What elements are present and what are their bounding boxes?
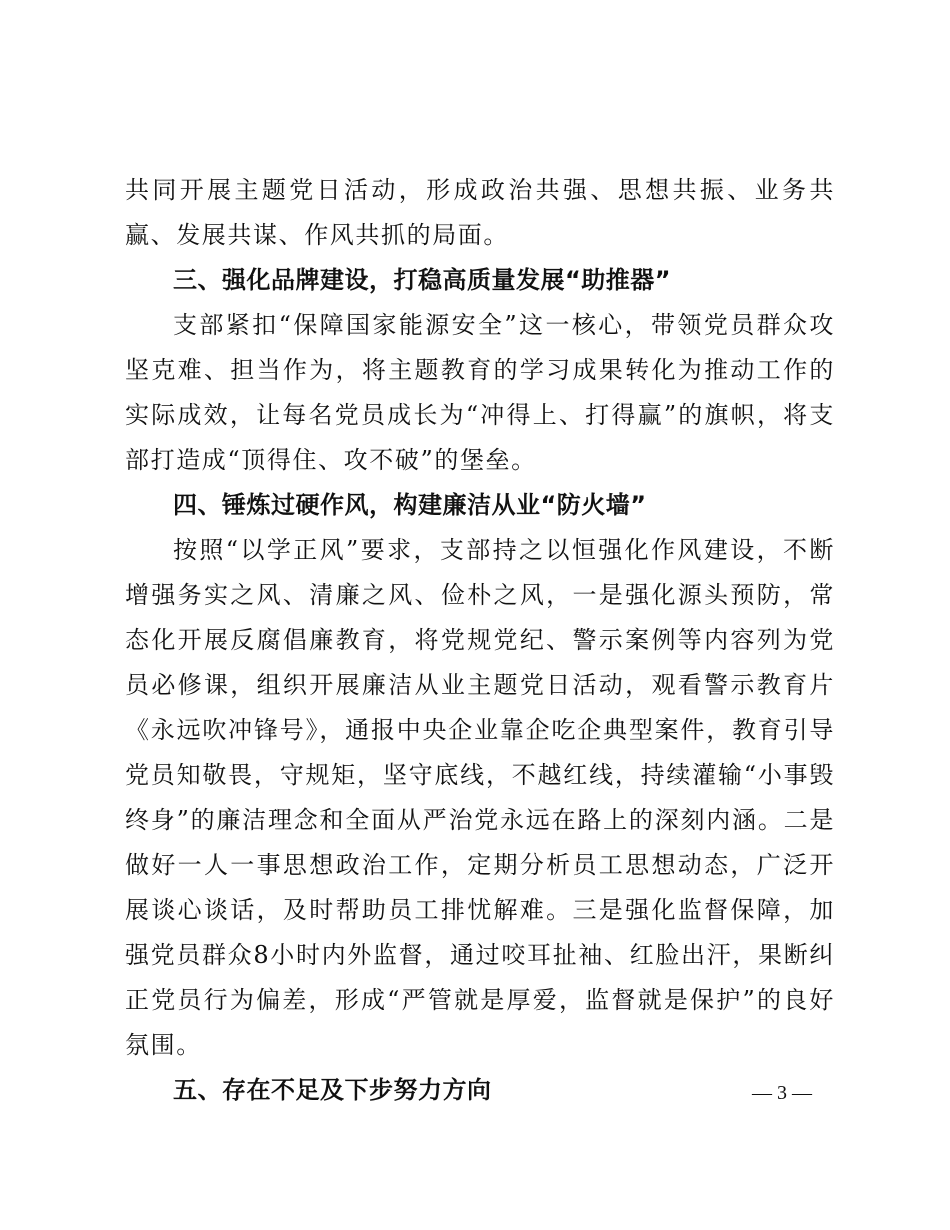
- document-body: [125, 168, 835, 1113]
- continued-paragraph: 共同开展主题党日活动，形成政治共强、思想共振、业务共赢、发展共谋、作风共抓的局面。: [125, 176, 835, 249]
- section-heading-3: 三、强化品牌建设，打稳高质量发展“助推器”: [173, 266, 672, 294]
- section-4-paragraph: 按照“以学正风”要求，支部持之以恒强化作风建设，不断增强务实之风、清廉之风、俭朴之风，一是强化源头预防，常态化开展反腐倡廉教育，将党规党纪、警示案例等内容列为党员必修课，组织开展廉洁从业主题党日活动，观看警示教育片《永远吹冲锋号》，通报中央企业靠企吃企典型案件，教育引导党员知敬畏，守规矩，坚守底线，不越红线，持续灌输“小事毁终身”的廉洁理念和全面从严治党永远在路上的深刻内涵。二是做好一人一事思想政治工作，定期分析员工思想动态，广泛开展谈心谈话，及时帮助员工排忧解难。三是强化监督保障，加强党员群众8小时内外监督，通过咬耳扯袖、红脸出汗，果断纠正党员行为偏差，形成“严管就是厚爱，监督就是保护”的良好氛围。: [125, 536, 835, 1059]
- section-heading-5: 五、存在不足及下步努力方向: [173, 1076, 492, 1104]
- section-heading-4: 四、锤炼过硬作风，构建廉洁从业“防火墙”: [173, 491, 647, 519]
- page-number: — 3 —: [752, 1082, 812, 1104]
- section-3-paragraph: 支部紧扣“保障国家能源安全”这一核心，带领党员群众攻坚克难、担当作为，将主题教育的学习成果转化为推动工作的实际成效，让每名党员成长为“冲得上、打得赢”的旗帜，将支部打造成“顶得住、攻不破”的堡垒。: [125, 311, 835, 474]
